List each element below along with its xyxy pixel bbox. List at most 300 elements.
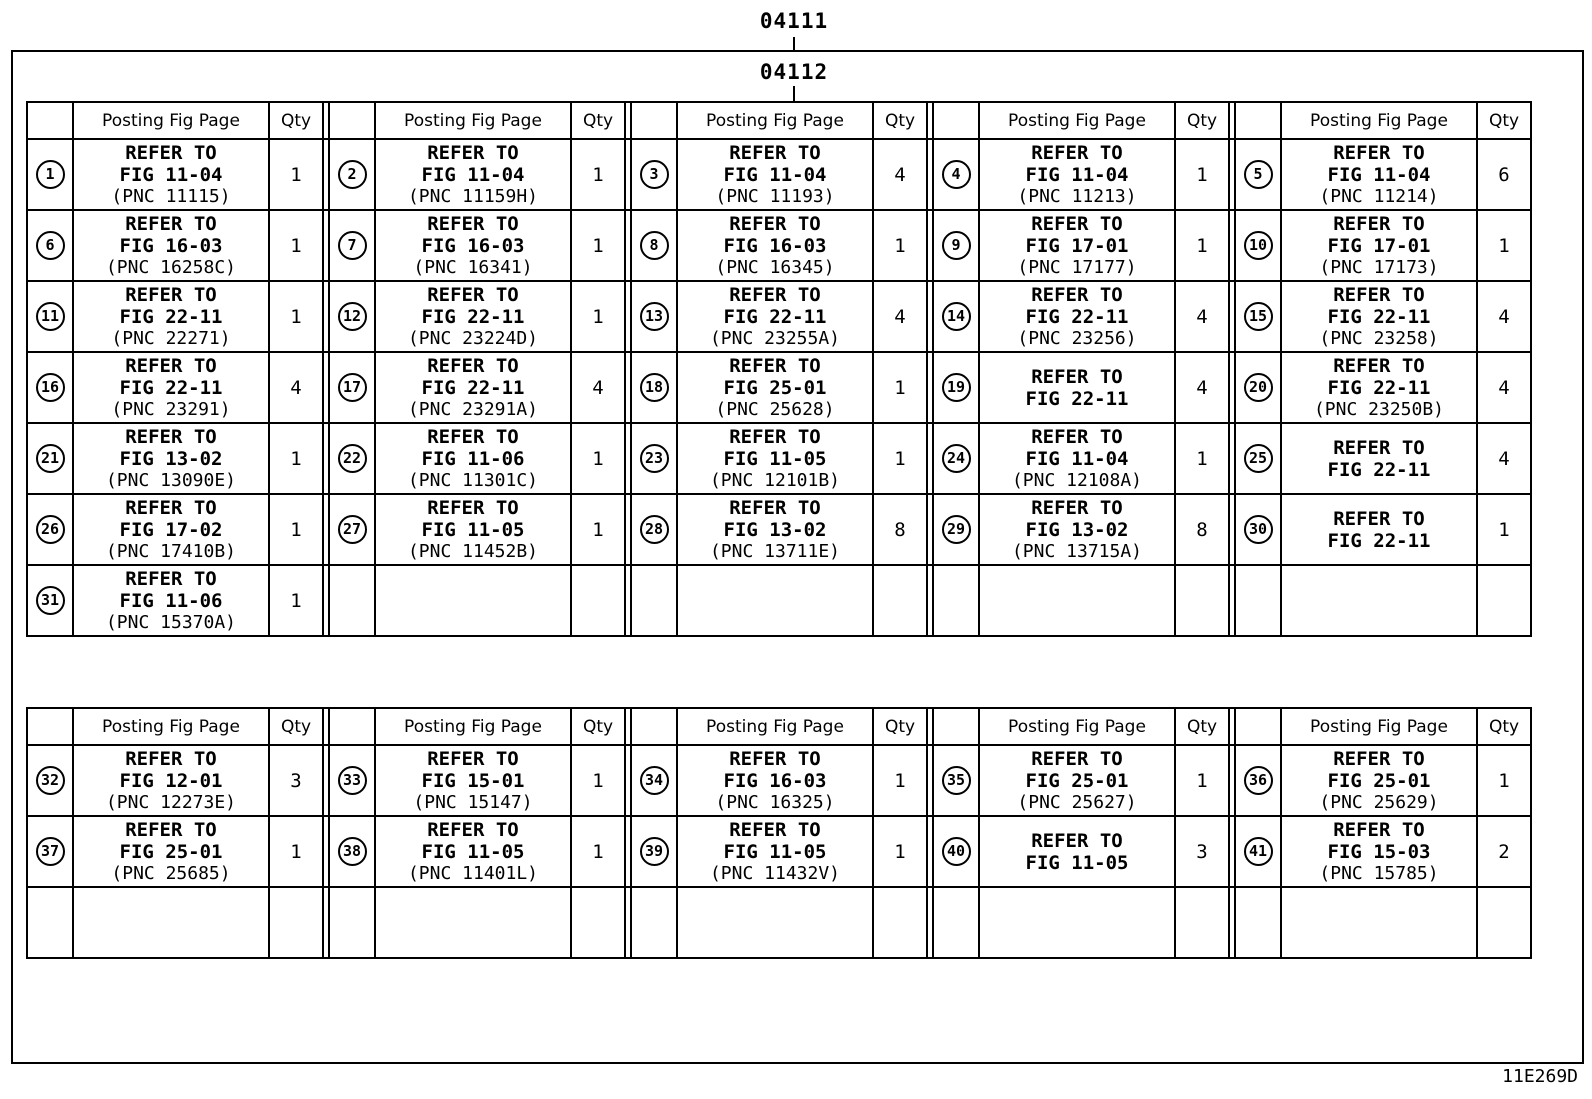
callout-number-badge: 37	[36, 837, 65, 866]
fig-page-line: FIG 11-04	[1327, 163, 1431, 186]
qty-cell	[269, 887, 323, 958]
fig-page-line: FIG 12-01	[119, 769, 223, 792]
qty-cell: 4	[1477, 423, 1531, 494]
qty-cell: 1	[873, 210, 927, 281]
posting-fig-cell	[375, 565, 571, 636]
callout-number-cell	[329, 210, 375, 281]
callout-number-cell	[631, 139, 677, 210]
callout-header-cell	[631, 102, 677, 139]
callout-number-cell	[1235, 565, 1281, 636]
fig-page-line: FIG 11-06	[421, 447, 525, 470]
pnc-line: (PNC 22271)	[111, 327, 231, 349]
qty-cell: 1	[571, 139, 625, 210]
refer-to-line: REFER TO	[1031, 141, 1123, 164]
callout-number-cell	[1235, 494, 1281, 565]
posting-fig-cell	[1281, 745, 1477, 816]
posting-fig-cell	[677, 423, 873, 494]
callout-number-cell	[329, 816, 375, 887]
fig-page-line: FIG 22-11	[1025, 387, 1129, 410]
refer-to-line: REFER TO	[729, 141, 821, 164]
refer-to-line: REFER TO	[427, 354, 519, 377]
qty-cell	[1477, 887, 1531, 958]
posting-fig-table-lower	[26, 707, 1532, 959]
posting-fig-cell	[979, 281, 1175, 352]
qty-cell: 1	[571, 423, 625, 494]
callout-header-cell	[1235, 708, 1281, 745]
qty-cell	[873, 887, 927, 958]
table-row	[27, 210, 1531, 281]
callout-number-badge: 19	[942, 373, 971, 402]
callout-number-cell	[27, 494, 73, 565]
fig-page-line: FIG 22-11	[723, 305, 827, 328]
posting-fig-cell	[375, 281, 571, 352]
callout-number-cell	[933, 352, 979, 423]
fig-page-header: Posting Fig Page	[1281, 102, 1477, 139]
refer-to-line: REFER TO	[427, 425, 519, 448]
pnc-line: (PNC 25629)	[1319, 791, 1439, 813]
callout-number-cell	[933, 210, 979, 281]
callout-number-badge: 24	[942, 444, 971, 473]
pnc-line: (PNC 15147)	[413, 791, 533, 813]
page-code-04111: 04111	[759, 9, 829, 33]
fig-page-line: FIG 17-02	[119, 518, 223, 541]
fig-page-line: FIG 22-11	[1327, 458, 1431, 481]
table-header-row	[27, 708, 1531, 745]
posting-fig-cell	[73, 494, 269, 565]
qty-cell: 1	[571, 210, 625, 281]
posting-fig-cell	[979, 565, 1175, 636]
qty-cell: 8	[1175, 494, 1229, 565]
refer-to-line: REFER TO	[1031, 283, 1123, 306]
posting-fig-cell	[979, 816, 1175, 887]
qty-header: Qty	[571, 708, 625, 745]
table-row	[27, 816, 1531, 887]
callout-header-cell	[329, 708, 375, 745]
fig-page-line: FIG 25-01	[1327, 769, 1431, 792]
pnc-line: (PNC 16345)	[715, 256, 835, 278]
callout-number-badge: 17	[338, 373, 367, 402]
qty-cell	[1175, 887, 1229, 958]
posting-fig-cell	[677, 281, 873, 352]
callout-number-cell	[631, 745, 677, 816]
fig-page-line: FIG 13-02	[1025, 518, 1129, 541]
fig-page-header: Posting Fig Page	[677, 102, 873, 139]
pnc-line: (PNC 23256)	[1017, 327, 1137, 349]
pnc-line: (PNC 16341)	[413, 256, 533, 278]
callout-header-cell	[933, 708, 979, 745]
qty-cell: 4	[1477, 352, 1531, 423]
refer-to-line: REFER TO	[427, 212, 519, 235]
pnc-line: (PNC 11159H)	[407, 185, 539, 207]
fig-page-line: FIG 11-05	[421, 518, 525, 541]
callout-header-cell	[27, 102, 73, 139]
refer-to-line: REFER TO	[427, 283, 519, 306]
callout-number-cell	[933, 281, 979, 352]
fig-page-line: FIG 15-01	[421, 769, 525, 792]
posting-fig-cell	[1281, 210, 1477, 281]
pnc-line: (PNC 23291)	[111, 398, 231, 420]
callout-number-badge: 20	[1244, 373, 1273, 402]
callout-number-cell	[27, 281, 73, 352]
qty-header: Qty	[873, 102, 927, 139]
qty-header: Qty	[873, 708, 927, 745]
posting-fig-cell	[677, 139, 873, 210]
refer-to-line: REFER TO	[729, 212, 821, 235]
qty-cell	[1175, 565, 1229, 636]
fig-page-line: FIG 22-11	[421, 305, 525, 328]
fig-page-line: FIG 16-03	[421, 234, 525, 257]
callout-number-badge: 26	[36, 515, 65, 544]
callout-number-cell	[27, 423, 73, 494]
callout-number-badge: 15	[1244, 302, 1273, 331]
qty-cell: 4	[1175, 352, 1229, 423]
qty-cell	[1477, 565, 1531, 636]
callout-number-cell	[27, 210, 73, 281]
refer-to-line: REFER TO	[427, 747, 519, 770]
refer-to-line: REFER TO	[1031, 212, 1123, 235]
fig-page-line: FIG 11-04	[119, 163, 223, 186]
qty-cell: 4	[873, 281, 927, 352]
qty-header: Qty	[269, 708, 323, 745]
qty-header: Qty	[1175, 102, 1229, 139]
callout-number-badge: 38	[338, 837, 367, 866]
fig-page-line: FIG 22-11	[1025, 305, 1129, 328]
callout-number-cell	[933, 494, 979, 565]
callout-number-cell	[933, 816, 979, 887]
posting-fig-cell	[979, 352, 1175, 423]
callout-number-cell	[329, 139, 375, 210]
refer-to-line: REFER TO	[125, 747, 217, 770]
posting-fig-cell	[677, 565, 873, 636]
callout-number-badge: 41	[1244, 837, 1273, 866]
posting-fig-cell	[73, 816, 269, 887]
fig-page-line: FIG 22-11	[1327, 529, 1431, 552]
callout-number-badge: 13	[640, 302, 669, 331]
table-row	[27, 352, 1531, 423]
refer-to-line: REFER TO	[125, 425, 217, 448]
fig-page-header: Posting Fig Page	[73, 708, 269, 745]
fig-page-line: FIG 22-11	[119, 376, 223, 399]
posting-fig-cell	[73, 139, 269, 210]
callout-number-cell	[27, 139, 73, 210]
callout-number-badge: 14	[942, 302, 971, 331]
callout-number-badge: 33	[338, 766, 367, 795]
qty-header: Qty	[1175, 708, 1229, 745]
table-row	[27, 887, 1531, 958]
callout-line-inner	[793, 86, 795, 101]
posting-fig-cell	[73, 352, 269, 423]
refer-to-line: REFER TO	[1031, 425, 1123, 448]
qty-cell: 1	[1175, 139, 1229, 210]
callout-number-cell	[329, 494, 375, 565]
callout-number-badge: 28	[640, 515, 669, 544]
callout-number-cell	[631, 281, 677, 352]
refer-to-line: REFER TO	[125, 212, 217, 235]
refer-to-line: REFER TO	[427, 818, 519, 841]
posting-fig-cell	[1281, 352, 1477, 423]
posting-fig-cell	[979, 745, 1175, 816]
pnc-line: (PNC 23255A)	[709, 327, 841, 349]
pnc-line: (PNC 17177)	[1017, 256, 1137, 278]
table-row	[27, 565, 1531, 636]
refer-to-line: REFER TO	[1031, 496, 1123, 519]
callout-number-cell	[1235, 816, 1281, 887]
pnc-line: (PNC 13711E)	[709, 540, 841, 562]
callout-header-cell	[631, 708, 677, 745]
posting-fig-cell	[375, 494, 571, 565]
refer-to-line: REFER TO	[729, 496, 821, 519]
refer-to-line: REFER TO	[729, 425, 821, 448]
posting-fig-cell	[979, 139, 1175, 210]
posting-fig-cell	[375, 352, 571, 423]
callout-number-cell	[329, 745, 375, 816]
refer-to-line: REFER TO	[729, 747, 821, 770]
qty-cell: 8	[873, 494, 927, 565]
posting-fig-table-upper	[26, 101, 1532, 637]
page-code-04112: 04112	[759, 60, 829, 84]
qty-header: Qty	[571, 102, 625, 139]
callout-number-cell	[329, 423, 375, 494]
qty-cell: 4	[873, 139, 927, 210]
qty-cell: 1	[571, 281, 625, 352]
table-row	[27, 423, 1531, 494]
pnc-line: (PNC 13715A)	[1011, 540, 1143, 562]
callout-number-cell	[1235, 745, 1281, 816]
callout-number-cell	[1235, 281, 1281, 352]
callout-number-badge: 18	[640, 373, 669, 402]
fig-page-header: Posting Fig Page	[677, 708, 873, 745]
table-row	[27, 494, 1531, 565]
pnc-line: (PNC 11115)	[111, 185, 231, 207]
qty-cell: 1	[873, 352, 927, 423]
posting-fig-cell	[677, 745, 873, 816]
qty-cell: 2	[1477, 816, 1531, 887]
pnc-line: (PNC 15785)	[1319, 862, 1439, 884]
qty-cell: 1	[269, 210, 323, 281]
pnc-line: (PNC 25685)	[111, 862, 231, 884]
posting-fig-cell	[677, 816, 873, 887]
refer-to-line: REFER TO	[729, 283, 821, 306]
posting-fig-cell	[677, 494, 873, 565]
table-row	[27, 745, 1531, 816]
pnc-line: (PNC 16325)	[715, 791, 835, 813]
pnc-line: (PNC 15370A)	[105, 611, 237, 633]
callout-number-badge: 11	[36, 302, 65, 331]
refer-to-line: REFER TO	[729, 818, 821, 841]
posting-fig-cell	[979, 494, 1175, 565]
posting-fig-cell	[73, 423, 269, 494]
pnc-line: (PNC 11214)	[1319, 185, 1439, 207]
callout-number-badge: 22	[338, 444, 367, 473]
callout-number-badge: 16	[36, 373, 65, 402]
callout-number-badge: 35	[942, 766, 971, 795]
refer-to-line: REFER TO	[1333, 212, 1425, 235]
fig-page-line: FIG 11-05	[421, 840, 525, 863]
fig-page-line: FIG 16-03	[119, 234, 223, 257]
fig-page-header: Posting Fig Page	[1281, 708, 1477, 745]
fig-page-line: FIG 17-01	[1025, 234, 1129, 257]
qty-cell: 1	[269, 816, 323, 887]
posting-fig-cell	[73, 565, 269, 636]
qty-cell: 1	[873, 816, 927, 887]
fig-page-line: FIG 11-06	[119, 589, 223, 612]
refer-to-line: REFER TO	[125, 567, 217, 590]
posting-fig-cell	[73, 887, 269, 958]
fig-page-line: FIG 16-03	[723, 234, 827, 257]
qty-cell: 1	[873, 745, 927, 816]
fig-page-line: FIG 25-01	[723, 376, 827, 399]
fig-page-line: FIG 13-02	[723, 518, 827, 541]
callout-number-badge: 40	[942, 837, 971, 866]
callout-number-badge: 25	[1244, 444, 1273, 473]
qty-cell: 4	[269, 352, 323, 423]
callout-number-cell	[631, 816, 677, 887]
callout-number-badge: 7	[338, 231, 367, 260]
fig-page-header: Posting Fig Page	[73, 102, 269, 139]
posting-fig-cell	[375, 887, 571, 958]
qty-cell: 1	[1175, 210, 1229, 281]
callout-number-cell	[933, 423, 979, 494]
qty-cell: 1	[571, 494, 625, 565]
fig-page-line: FIG 25-01	[1025, 769, 1129, 792]
fig-page-line: FIG 11-05	[723, 447, 827, 470]
refer-to-line: REFER TO	[729, 354, 821, 377]
callout-number-cell	[631, 494, 677, 565]
fig-page-line: FIG 11-04	[1025, 447, 1129, 470]
posting-fig-cell	[375, 816, 571, 887]
posting-fig-cell	[677, 352, 873, 423]
qty-cell: 4	[1175, 281, 1229, 352]
callout-number-badge: 32	[36, 766, 65, 795]
fig-page-header: Posting Fig Page	[979, 102, 1175, 139]
refer-to-line: REFER TO	[125, 141, 217, 164]
callout-number-cell	[27, 352, 73, 423]
callout-number-cell	[27, 887, 73, 958]
qty-cell: 1	[269, 423, 323, 494]
callout-number-cell	[27, 565, 73, 636]
fig-page-line: FIG 16-03	[723, 769, 827, 792]
posting-fig-cell	[1281, 565, 1477, 636]
qty-cell: 3	[269, 745, 323, 816]
refer-to-line: REFER TO	[125, 496, 217, 519]
posting-fig-cell	[677, 887, 873, 958]
pnc-line: (PNC 11432V)	[709, 862, 841, 884]
pnc-line: (PNC 11213)	[1017, 185, 1137, 207]
qty-cell: 1	[571, 745, 625, 816]
fig-page-line: FIG 22-11	[1327, 305, 1431, 328]
qty-cell: 1	[269, 281, 323, 352]
callout-number-cell	[933, 745, 979, 816]
callout-header-cell	[933, 102, 979, 139]
callout-number-cell	[27, 745, 73, 816]
qty-header: Qty	[269, 102, 323, 139]
fig-page-line: FIG 11-04	[421, 163, 525, 186]
callout-header-cell	[1235, 102, 1281, 139]
qty-cell: 1	[1175, 745, 1229, 816]
callout-number-cell	[933, 887, 979, 958]
callout-number-badge: 12	[338, 302, 367, 331]
pnc-line: (PNC 12108A)	[1011, 469, 1143, 491]
callout-number-badge: 21	[36, 444, 65, 473]
callout-number-badge: 8	[640, 231, 669, 260]
qty-cell: 1	[873, 423, 927, 494]
callout-number-cell	[1235, 352, 1281, 423]
pnc-line: (PNC 25627)	[1017, 791, 1137, 813]
posting-fig-cell	[73, 210, 269, 281]
posting-fig-cell	[1281, 887, 1477, 958]
refer-to-line: REFER TO	[125, 818, 217, 841]
fig-page-line: FIG 11-04	[1025, 163, 1129, 186]
callout-number-badge: 4	[942, 160, 971, 189]
fig-page-line: FIG 11-05	[723, 840, 827, 863]
posting-fig-cell	[73, 281, 269, 352]
posting-fig-cell	[1281, 139, 1477, 210]
callout-number-cell	[631, 565, 677, 636]
drawing-number: 11E269D	[1502, 1066, 1578, 1087]
pnc-line: (PNC 12101B)	[709, 469, 841, 491]
callout-number-cell	[1235, 210, 1281, 281]
qty-cell: 4	[571, 352, 625, 423]
posting-fig-cell	[1281, 281, 1477, 352]
callout-header-cell	[329, 102, 375, 139]
refer-to-line: REFER TO	[427, 141, 519, 164]
callout-line-top	[793, 37, 795, 50]
qty-cell: 1	[269, 139, 323, 210]
refer-to-line: REFER TO	[1333, 507, 1425, 530]
posting-fig-cell	[375, 745, 571, 816]
pnc-line: (PNC 16258C)	[105, 256, 237, 278]
callout-number-badge: 6	[36, 231, 65, 260]
callout-number-badge: 31	[36, 586, 65, 615]
callout-number-cell	[1235, 887, 1281, 958]
fig-page-line: FIG 22-11	[119, 305, 223, 328]
pnc-line: (PNC 11401L)	[407, 862, 539, 884]
table-header-row	[27, 102, 1531, 139]
qty-cell: 1	[1477, 745, 1531, 816]
fig-page-header: Posting Fig Page	[979, 708, 1175, 745]
fig-page-line: FIG 11-04	[723, 163, 827, 186]
callout-number-cell	[933, 139, 979, 210]
qty-cell	[873, 565, 927, 636]
callout-number-badge: 3	[640, 160, 669, 189]
callout-number-cell	[631, 210, 677, 281]
callout-number-cell	[329, 281, 375, 352]
table-row	[27, 139, 1531, 210]
qty-header: Qty	[1477, 708, 1531, 745]
fig-page-header: Posting Fig Page	[375, 708, 571, 745]
callout-number-badge: 9	[942, 231, 971, 260]
callout-number-badge: 1	[36, 160, 65, 189]
callout-number-cell	[329, 887, 375, 958]
callout-number-badge: 23	[640, 444, 669, 473]
refer-to-line: REFER TO	[125, 354, 217, 377]
callout-number-badge: 34	[640, 766, 669, 795]
fig-page-line: FIG 11-05	[1025, 851, 1129, 874]
qty-cell: 1	[1477, 494, 1531, 565]
pnc-line: (PNC 23224D)	[407, 327, 539, 349]
callout-number-badge: 29	[942, 515, 971, 544]
refer-to-line: REFER TO	[1333, 818, 1425, 841]
qty-cell: 4	[1477, 281, 1531, 352]
pnc-line: (PNC 13090E)	[105, 469, 237, 491]
fig-page-line: FIG 15-03	[1327, 840, 1431, 863]
pnc-line: (PNC 11193)	[715, 185, 835, 207]
posting-fig-cell	[375, 139, 571, 210]
pnc-line: (PNC 17173)	[1319, 256, 1439, 278]
callout-number-badge: 2	[338, 160, 367, 189]
posting-fig-cell	[1281, 494, 1477, 565]
pnc-line: (PNC 11452B)	[407, 540, 539, 562]
